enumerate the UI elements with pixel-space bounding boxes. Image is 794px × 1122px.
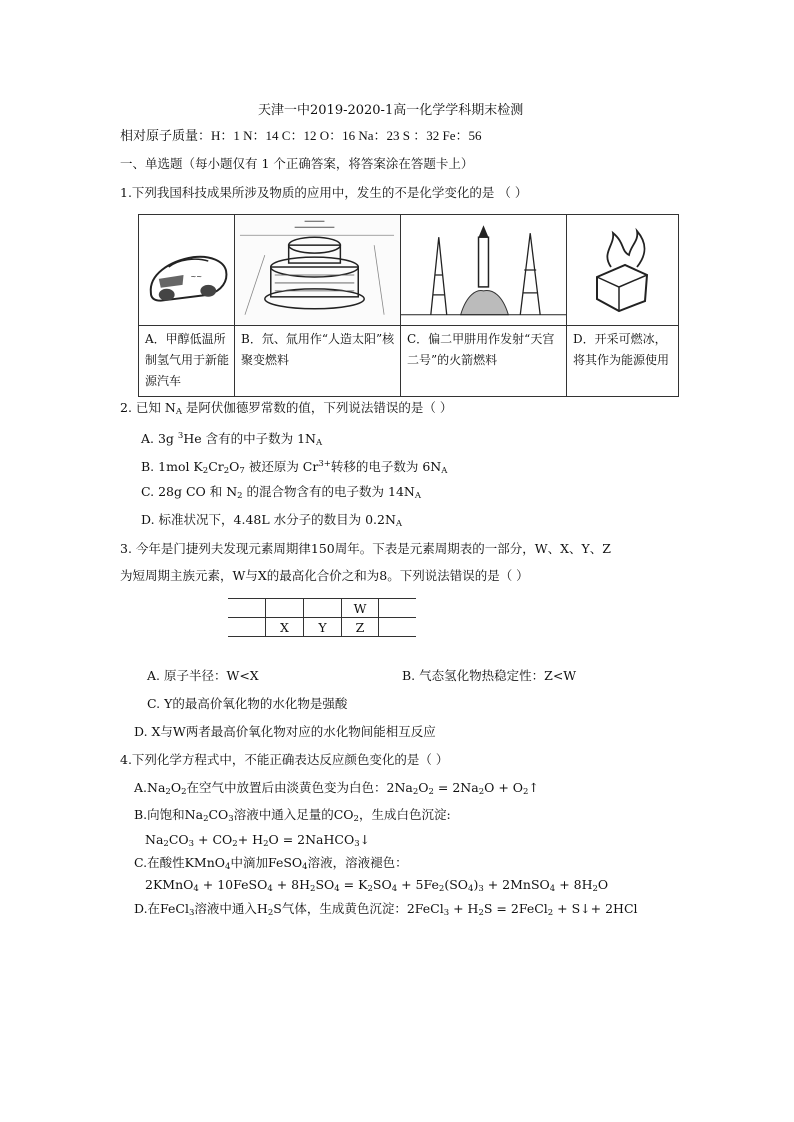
equation-text: + 2MnSO [483,877,550,892]
methanol-car-icon [139,215,234,326]
equation-text: + H [449,901,479,916]
pt-cell-y: Y [304,618,342,637]
combustible-ice-icon [567,215,678,326]
table-row [228,599,416,618]
equation-subscript: 4 [549,884,556,894]
equation-subscript: 2 [203,814,209,824]
equation-subscript: 3 [478,884,484,894]
q3-option-d: D. X与W两者最高价氧化物对应的水化物间能相互反应 [134,724,436,739]
equation-text: + CO [194,832,233,847]
q3-option-b: B. 气态氢化物热稳定性：Z<W [402,668,577,683]
equation-subscript: 2 [353,814,359,824]
q2-option-b [141,456,447,479]
pt-cell-w: W [342,599,379,618]
equation-text: SO [315,877,335,892]
q2b-t2: Cr [208,459,224,474]
q1-cell-d [567,215,678,396]
q2a-sup: 3 [177,431,184,441]
table-row [228,618,416,637]
equation-subscript: 4 [193,884,199,894]
equation-subscript: 3 [228,814,234,824]
equation-text: B.向饱和Na [134,807,204,822]
q2-option-a [141,428,322,451]
equation-subscript: 2 [310,884,316,894]
equation-text: S气体，生成黄色沉淀：2FeCl [273,901,444,916]
equation-text: 2KMnO [145,877,194,892]
equation-subscript: 3 [354,839,360,849]
equation-text: D.在FeCl [134,901,189,916]
q2b-s1: 2 [202,466,209,476]
equation-text: (SO [444,877,469,892]
q2b-s3: 2 [223,466,230,476]
page-title: 天津一中2019-2020-1高一化学学科期末检测 [258,103,524,118]
equation-subscript: 2 [267,908,274,918]
equation-subscript: 2 [592,884,598,894]
equation-subscript: 2 [232,839,238,849]
equation-subscript: 2 [547,908,554,918]
equation-subscript: 2 [478,908,484,918]
equation-subscript: 4 [225,862,231,872]
q2-stem [120,400,452,420]
equation-text: + H [237,832,264,847]
pt-cell [228,618,266,637]
q3-stem-line1: 3. 今年是门捷列夫发现元素周期律150周年。下表是元素周期表的一部分，W、X、Y、Z [120,541,611,556]
equation-text: O + O [484,780,524,795]
q4-stem: 4.下列化学方程式中，不能正确表达反应颜色变化的是（ ） [120,752,449,767]
q2-stem-sub: A [175,407,182,417]
q2-option-d [141,512,402,532]
equation-text: 中滴加FeSO [230,855,303,870]
periodic-table-fragment [228,598,416,637]
equation-subscript: 2 [165,787,171,797]
equation-text: A.Na [134,780,166,795]
q4-option-b-line1 [134,807,451,827]
artificial-sun-reactor-icon [235,215,400,326]
equation-text: + 5Fe [397,877,439,892]
equation-text: Na [145,832,164,847]
q4-option-a [134,780,539,800]
q2b-sup7: 3+ [318,459,331,469]
equation-text: + 10FeSO [198,877,268,892]
q2-stem-text-b: 是阿伏伽德罗常数的值，下列说法错误的是（ ） [181,400,453,415]
equation-text: ↑ [528,780,539,795]
pt-cell [304,599,342,618]
atomic-masses: 相对原子质量：H：1 N：14 C：12 O：16 Na：23 S ：32 Fe：56 [120,128,482,143]
equation-text: ，生成白色沉淀: [358,807,451,822]
equation-text: ) [473,877,479,892]
q1-option-a: A．甲醇低温所制氢气用于新能源汽车 [145,332,230,388]
equation-text: O [597,877,609,892]
equation-text: O = 2NaHCO [268,832,355,847]
equation-text: O [418,780,429,795]
q2c-s3: A [414,491,422,501]
q2b-t0: B. 1mol K [141,459,203,474]
equation-subscript: 4 [334,884,340,894]
equation-subscript: 2 [181,787,187,797]
q4-option-c-line2 [145,877,608,897]
equation-subscript: 3 [188,839,195,849]
q2a-sub: A [315,438,323,448]
pt-cell [379,618,417,637]
equation-subscript: 2 [523,787,529,797]
equation-subscript: 2 [438,884,445,894]
equation-text: O [170,780,182,795]
q2b-s5: 7 [239,466,245,476]
equation-subscript: 2 [367,884,373,894]
equation-subscript: 2 [163,839,169,849]
q1-cell-a [139,215,235,396]
q4-option-d [134,901,638,921]
q2c-t0: C. 28g CO 和 N [141,484,238,499]
q1-cell-c [401,215,567,396]
section-heading: 一、单选题（每小题仅有 1 个正确答案，将答案涂在答题卡上） [120,156,474,171]
q1-stem: 1.下列我国科技成果所涉及物质的应用中，发生的不是化学变化的是 （ ） [120,185,528,200]
equation-subscript: 4 [302,862,308,872]
equation-text: ↓ [359,832,371,847]
equation-text: + 8H [555,877,593,892]
q2c-s1: 2 [237,491,243,501]
q1-option-b: B．氘、氚用作“人造太阳”核聚变燃料 [241,332,395,367]
equation-subscript: 2 [263,839,269,849]
q1-option-c: C．偏二甲肼用作发射“天宫二号”的火箭燃料 [407,332,555,367]
equation-subscript: 3 [443,908,450,918]
equation-text: 溶液中通入足量的CO [233,807,354,822]
q4-option-c-line1 [134,855,408,875]
equation-text: CO [168,832,189,847]
q1-cell-b [235,215,401,396]
q2d-s1: A [395,519,403,529]
equation-text: = K [339,877,368,892]
svg-text:~~: ~~ [190,272,203,281]
q2b-t8: 转移的电子数为 6N [330,459,442,474]
q2b-s9: A [441,466,448,476]
equation-subscript: 3 [189,908,195,918]
equation-text: C.在酸性KMnO [134,855,226,870]
pt-cell [266,599,304,618]
pt-cell [228,599,266,618]
equation-text: 溶液，溶液褪色： [307,855,408,870]
q2b-t6: 被还原为 Cr [244,459,319,474]
equation-text: S = 2FeCl [483,901,548,916]
q4-option-b-line2 [145,832,370,852]
equation-subscript: 4 [468,884,474,894]
pt-cell [379,599,417,618]
q2c-t2: 的混合物含有的电子数为 14N [242,484,415,499]
q3-stem-line2: 为短周期主族元素，W与X的最高化合价之和为8。下列说法错误的是（ ） [120,568,529,583]
equation-text: + 8H [272,877,311,892]
q2a-text2: He 含有的中子数为 1N [183,431,316,446]
equation-text: + S↓+ 2HCl [553,901,638,916]
equation-text: 溶液中通入H [194,901,268,916]
equation-text: CO [208,807,229,822]
equation-text: SO [372,877,392,892]
equation-subscript: 4 [391,884,398,894]
rocket-launch-icon [401,215,566,326]
q2-stem-text-a: 2. 已知 N [120,400,176,415]
equation-text: 在空气中放置后由淡黄色变为白色：2Na [186,780,413,795]
pt-cell-z: Z [342,618,379,637]
q2b-t4: O [229,459,240,474]
equation-subscript: 2 [478,787,485,797]
q2-option-c [141,484,421,504]
equation-subscript: 2 [428,787,434,797]
q3-option-c: C. Y的最高价氧化物的水化物是强酸 [147,696,348,711]
equation-text: = 2Na [433,780,479,795]
pt-cell-x: X [266,618,304,637]
equation-subscript: 4 [267,884,273,894]
q2d-t0: D. 标准状况下，4.48L 水分子的数目为 0.2N [141,512,396,527]
q1-image-table [138,214,679,397]
q1-option-d: D．开采可燃冰，将其作为能源使用 [573,332,670,367]
q2a-text: A. 3g [141,431,178,446]
q3-option-a: A. 原子半径：W<X [147,668,259,683]
equation-subscript: 2 [412,787,419,797]
